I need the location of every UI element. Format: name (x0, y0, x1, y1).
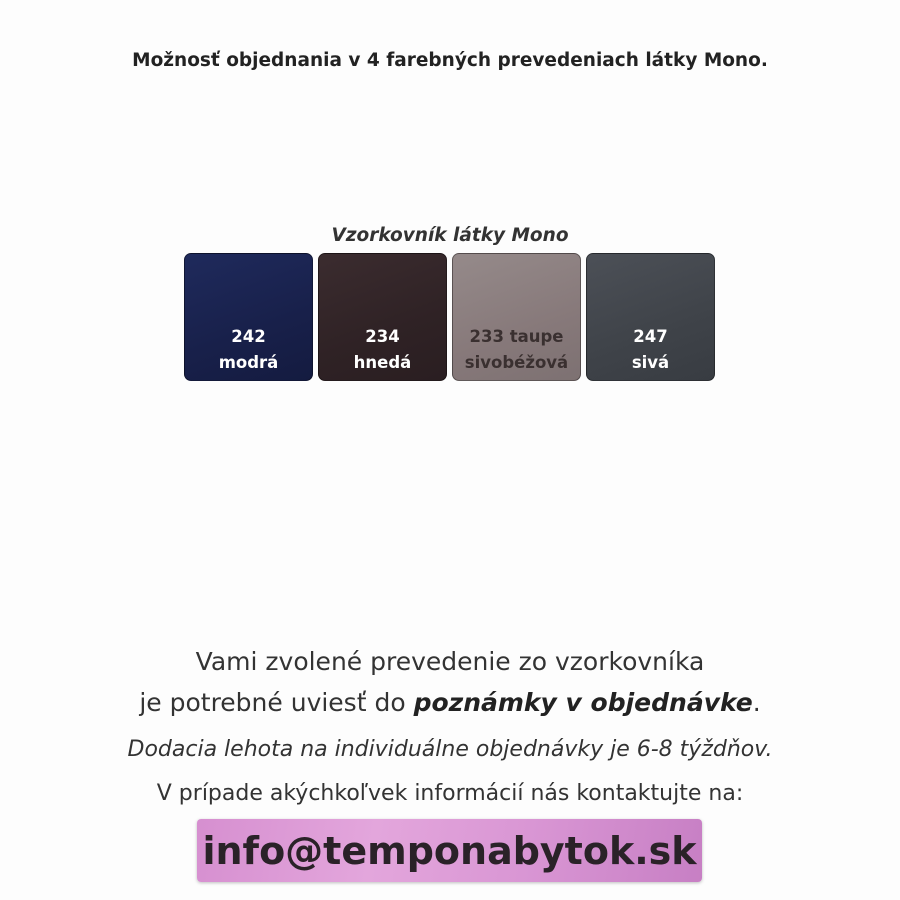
swatch-name: hnedá (353, 353, 412, 372)
note-line-2-emphasis: poznámky v objednávke (413, 688, 753, 717)
swatch-code: 234 (365, 327, 400, 346)
swatch-name: modrá (218, 353, 279, 372)
note-line-1: Vami zvolené prevedenie zo vzorkovníka (195, 647, 705, 676)
note-line-2-text: je potrebné uviesť do (139, 688, 414, 717)
swatch-modra (184, 253, 313, 381)
swatch-sivobezova (452, 253, 581, 381)
contact-prompt: V prípade akýchkoľvek informácií nás kontaktujte na: (156, 781, 744, 806)
swatch-code: 233 taupe (469, 327, 564, 346)
swatch-siva (586, 253, 715, 381)
swatch-name: sivobéžová (464, 353, 569, 372)
swatch-book-title: Vzorkovník látky Mono (331, 225, 569, 246)
contact-email-link[interactable]: info@temponabytok.sk (197, 819, 702, 882)
page-title: Možnosť objednania v 4 farebných prevedeniach látky Mono. (132, 50, 768, 71)
delivery-time-note: Dodacia lehota na individuálne objednávky je 6-8 týždňov. (127, 737, 773, 762)
swatch-hneda (318, 253, 447, 381)
swatch-name: sivá (631, 353, 670, 372)
note-line-2 (0, 688, 900, 717)
note-line-2-end: . (752, 688, 761, 717)
swatch-code: 242 (231, 327, 266, 346)
swatch-grid (184, 253, 716, 383)
swatch-code: 247 (633, 327, 668, 346)
